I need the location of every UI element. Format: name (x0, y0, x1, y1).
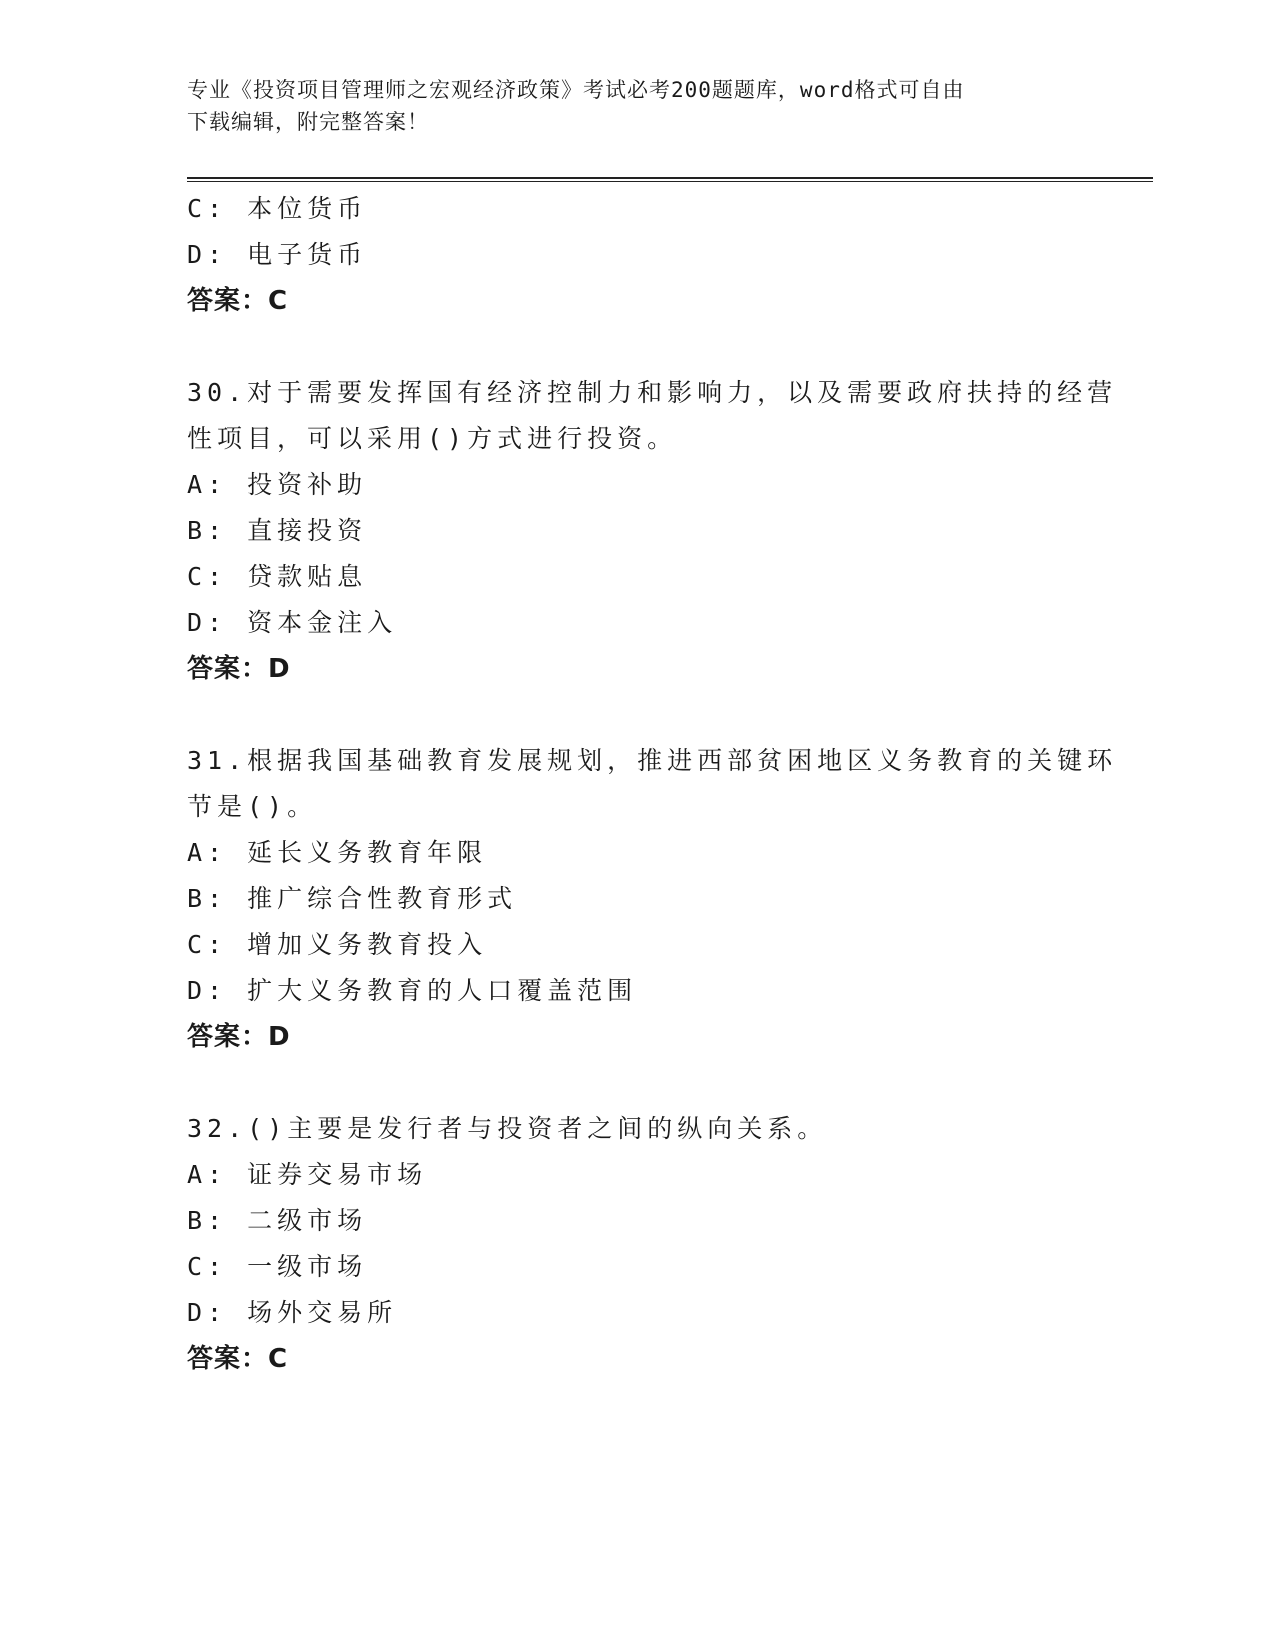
carryover-question (187, 186, 1087, 324)
question-32 (187, 1106, 1087, 1382)
answer: 答案：D (187, 654, 291, 684)
question-30 (187, 370, 1118, 692)
question-stem: 节是()。 (187, 792, 318, 821)
question-stem: 32.()主要是发行者与投资者之间的纵向关系。 (187, 1114, 828, 1143)
page-header (187, 74, 1087, 138)
question-31 (187, 738, 1118, 1060)
option-b: B: 推广综合性教育形式 (187, 884, 518, 913)
spacer (187, 692, 1087, 738)
answer: 答案：D (187, 1022, 291, 1052)
option-d: D: 电子货币 (187, 240, 368, 269)
option-b: B: 二级市场 (187, 1206, 368, 1235)
option-c: C: 增加义务教育投入 (187, 930, 488, 959)
option-a: A: 延长义务教育年限 (187, 838, 488, 867)
question-list (187, 186, 1118, 1382)
question-stem: 30.对于需要发挥国有经济控制力和影响力，以及需要政府扶持的经营 (187, 378, 1118, 407)
header-line-1: 专业《投资项目管理师之宏观经济政策》考试必考200题题库，word格式可自由 (187, 78, 965, 102)
option-c: C: 一级市场 (187, 1252, 368, 1281)
header-divider (187, 177, 1153, 182)
option-a: A: 投资补助 (187, 470, 368, 499)
option-b: B: 直接投资 (187, 516, 368, 545)
option-d: D: 扩大义务教育的人口覆盖范围 (187, 976, 638, 1005)
question-stem: 性项目，可以采用()方式进行投资。 (187, 424, 678, 453)
question-stem: 31.根据我国基础教育发展规划，推进西部贫困地区义务教育的关键环 (187, 746, 1118, 775)
answer: 答案：C (187, 286, 289, 316)
spacer (187, 1060, 1087, 1106)
spacer (187, 324, 1087, 370)
option-c: C: 贷款贴息 (187, 562, 368, 591)
option-d: D: 资本金注入 (187, 608, 398, 637)
answer: 答案：C (187, 1344, 289, 1374)
header-line-2: 下载编辑，附完整答案！ (187, 110, 429, 134)
option-d: D: 场外交易所 (187, 1298, 398, 1327)
option-c: C: 本位货币 (187, 194, 368, 223)
option-a: A: 证券交易市场 (187, 1160, 428, 1189)
